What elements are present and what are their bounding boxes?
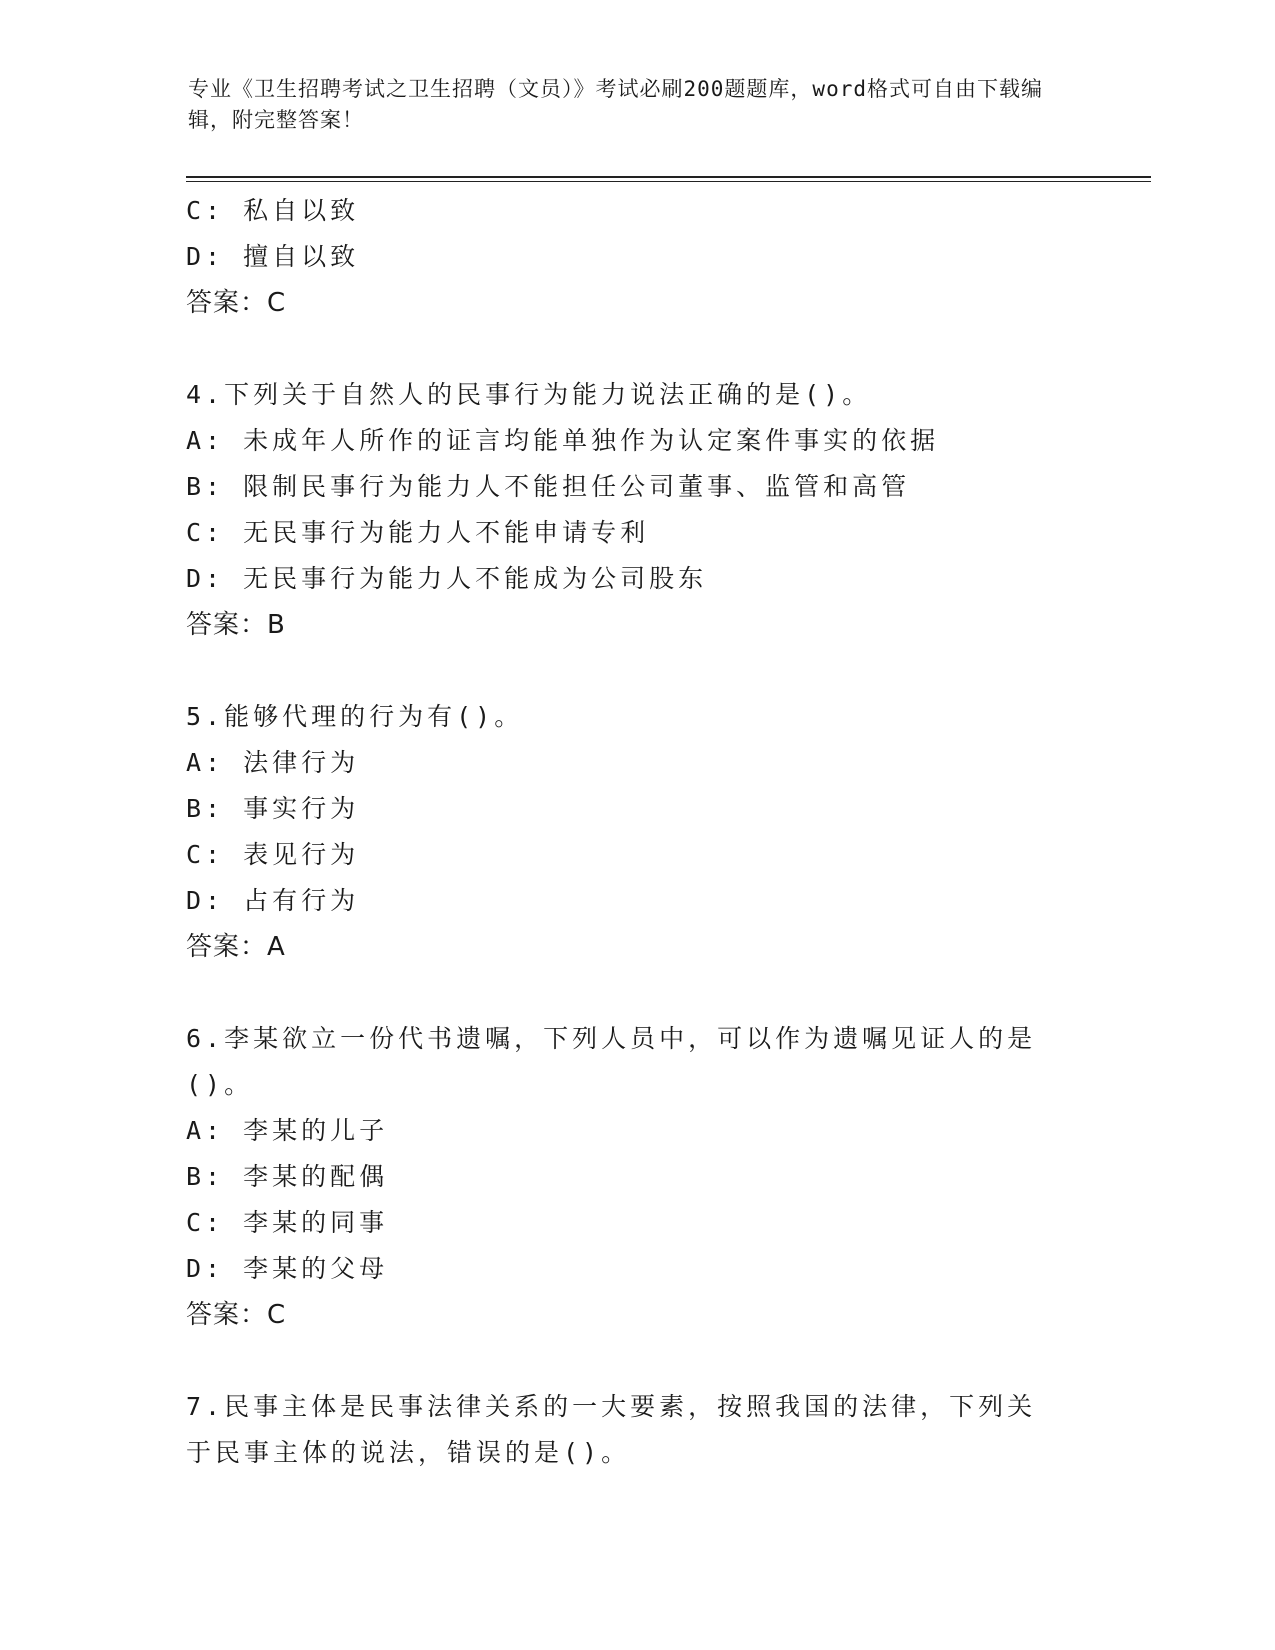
option-c: C: 无民事行为能力人不能申请专利 bbox=[186, 518, 650, 547]
spacer bbox=[186, 970, 1086, 1016]
option-d: D: 占有行为 bbox=[186, 886, 360, 915]
option-d: D: 无民事行为能力人不能成为公司股东 bbox=[186, 564, 708, 593]
answer-line: 答案：C bbox=[186, 288, 287, 318]
answer-line: 答案：C bbox=[186, 1300, 287, 1330]
spacer bbox=[186, 326, 1086, 372]
option-b: B: 事实行为 bbox=[186, 794, 360, 823]
option-a: A: 法律行为 bbox=[186, 748, 360, 777]
question-stem: 4.下列关于自然人的民事行为能力说法正确的是()。 bbox=[186, 380, 872, 409]
option-a: A: 李某的儿子 bbox=[186, 1116, 389, 1145]
question-list bbox=[186, 188, 1086, 1476]
page-header: 专业《卫生招聘考试之卫生招聘（文员）》考试必刷200题题库，word格式可自由下载编辑，附完整答案！ bbox=[188, 77, 1043, 132]
option-d: D: 李某的父母 bbox=[186, 1254, 389, 1283]
option-b: B: 限制民事行为能力人不能担任公司董事、监管和高管 bbox=[186, 472, 911, 501]
answer-line: 答案：B bbox=[186, 610, 286, 640]
question-stem: 7.民事主体是民事法律关系的一大要素，按照我国的法律，下列关于民事主体的说法，错误的是()。 bbox=[186, 1392, 1037, 1467]
option-c: C: 私自以致 bbox=[186, 196, 360, 225]
answer-line: 答案：A bbox=[186, 932, 286, 962]
option-a: A: 未成年人所作的证言均能单独作为认定案件事实的依据 bbox=[186, 426, 940, 455]
spacer bbox=[186, 648, 1086, 694]
spacer bbox=[186, 1338, 1086, 1384]
option-b: B: 李某的配偶 bbox=[186, 1162, 389, 1191]
question-stem: 5.能够代理的行为有()。 bbox=[186, 702, 524, 731]
option-c: C: 表见行为 bbox=[186, 840, 360, 869]
option-d: D: 擅自以致 bbox=[186, 242, 360, 271]
header-divider-thick bbox=[186, 176, 1151, 178]
header-divider-thin bbox=[186, 181, 1151, 182]
option-c: C: 李某的同事 bbox=[186, 1208, 389, 1237]
question-stem: 6.李某欲立一份代书遗嘱，下列人员中，可以作为遗嘱见证人的是()。 bbox=[186, 1024, 1037, 1099]
